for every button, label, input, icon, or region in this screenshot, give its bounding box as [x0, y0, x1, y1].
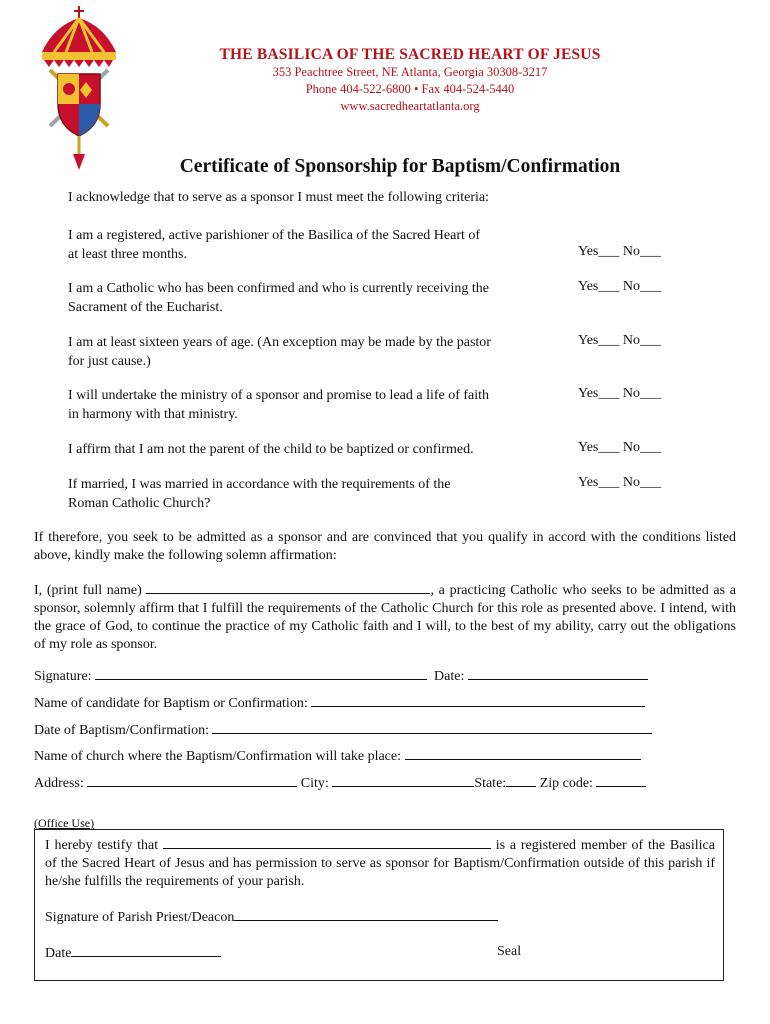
criterion-line: I will undertake the ministry of a sponsor and promise to lead a life of faith: [68, 388, 490, 403]
criterion-line: I am a registered, active parishioner of the Basilica of the Sacred Heart of: [68, 228, 481, 243]
yes-no-ministry[interactable]: Yes___ No___: [578, 386, 661, 401]
baptism-date-row: [34, 720, 652, 739]
basilica-coat-of-arms: [36, 4, 122, 174]
office-date-field[interactable]: [71, 943, 221, 957]
basilica-phone-fax: Phone 404-522-6800 • Fax 404-524-5440: [305, 82, 515, 96]
city-label: City:: [297, 776, 333, 791]
office-use-label: (Office Use): [34, 816, 95, 830]
criterion-confirmed: [68, 279, 528, 317]
church-row: [34, 746, 641, 765]
criterion-line: If married, I was married in accordance with the requirements of the: [68, 477, 451, 492]
church-name-field[interactable]: [405, 746, 641, 760]
state-field[interactable]: [506, 773, 536, 787]
baptism-date-field[interactable]: [212, 720, 652, 734]
affirmation-name-label: I, (print full name): [34, 583, 147, 598]
basilica-website: www.sacredheartatlanta.org: [340, 99, 480, 113]
signature-label: Signature:: [34, 669, 96, 684]
criterion-married: [68, 475, 528, 513]
criterion-line: I am at least sixteen years of age. (An exception may be made by the pastor: [68, 335, 491, 350]
yes-no-not-parent[interactable]: Yes___ No___: [578, 440, 661, 455]
candidate-row: [34, 693, 645, 712]
basilica-address: 353 Peachtree Street, NE Atlanta, Georgia 30308-3217: [272, 65, 548, 79]
yes-no-parishioner[interactable]: Yes___ No___: [578, 244, 661, 259]
priest-signature-row: [45, 907, 498, 927]
criterion-line: Sacrament of the Eucharist.: [68, 300, 223, 315]
candidate-name-field[interactable]: [311, 693, 645, 707]
testify-rest: Basilica of the Sacred Heart of Jesus and has permission to serve as sponsor for Baptism/Confirmation outside of this parish if he/she fulfills the requirements of your parish.: [45, 838, 715, 889]
testify-start: I hereby testify that: [45, 838, 163, 853]
affirmation-paragraph: [34, 580, 736, 654]
city-field[interactable]: [332, 773, 474, 787]
priest-signature-field[interactable]: [234, 907, 498, 921]
criterion-age: [68, 333, 528, 371]
criterion-line: at least three months.: [68, 247, 187, 262]
address-row: [34, 773, 646, 792]
criteria-intro: I acknowledge that to serve as a sponsor I must meet the following criteria:: [68, 190, 490, 205]
seal-label: Seal: [497, 944, 522, 959]
certificate-title: Certificate of Sponsorship for Baptism/Confirmation: [179, 156, 621, 177]
affirmation-text: , a practicing Catholic who seeks to be admitted as a sponsor, solemnly affirm that I fulfill the requirements of the Catholic Church for this role as presented above. I intend, with the grace of God, to continue the practice of my Catholic faith and I will, to the best of my ability, carry out the obligations of my role as sponsor.: [34, 583, 736, 652]
basilica-name: THE BASILICA OF THE SACRED HEART OF JESUS: [219, 46, 601, 63]
member-name-field[interactable]: [163, 835, 491, 849]
testify-paragraph: [45, 835, 715, 891]
transition-paragraph: If therefore, you seek to be admitted as a sponsor and are convinced that you qualify in accord with the conditions listed above, kindly make the following solemn affirmation:: [34, 530, 736, 563]
full-name-field[interactable]: [146, 580, 430, 594]
yes-no-age[interactable]: Yes___ No___: [578, 333, 661, 348]
yes-no-married[interactable]: Yes___ No___: [578, 475, 661, 490]
state-label: State:: [474, 776, 507, 791]
baptism-date-label: Date of Baptism/Confirmation:: [34, 723, 213, 738]
criterion-not-parent: [68, 440, 528, 459]
signature-field[interactable]: [95, 666, 427, 680]
criterion-line: I affirm that I am not the parent of the child to be baptized or confirmed.: [68, 442, 474, 457]
candidate-label: Name of candidate for Baptism or Confirmation:: [34, 696, 312, 711]
office-date-label: Date: [45, 946, 72, 961]
letterhead: [190, 46, 630, 115]
signature-row: [34, 666, 648, 685]
priest-signature-label: Signature of Parish Priest/Deacon: [45, 910, 235, 925]
zip-field[interactable]: [596, 773, 646, 787]
criterion-parishioner: [68, 226, 528, 264]
office-date-row: [45, 943, 221, 963]
office-use-box: [34, 829, 724, 981]
date-field[interactable]: [468, 666, 648, 680]
criterion-line: for just cause.): [68, 354, 151, 369]
testify-end: is a registered member of the: [490, 838, 666, 853]
date-label: Date:: [427, 669, 468, 684]
zip-label: Zip code:: [536, 776, 597, 791]
criterion-line: I am a Catholic who has been confirmed and who is currently receiving the: [68, 281, 490, 296]
address-field[interactable]: [87, 773, 297, 787]
address-label: Address:: [34, 776, 88, 791]
yes-no-confirmed[interactable]: Yes___ No___: [578, 279, 661, 294]
church-label: Name of church where the Baptism/Confirmation will take place:: [34, 749, 405, 764]
criterion-line: in harmony with that ministry.: [68, 407, 238, 422]
criterion-line: Roman Catholic Church?: [68, 496, 211, 511]
criterion-ministry: [68, 386, 528, 424]
